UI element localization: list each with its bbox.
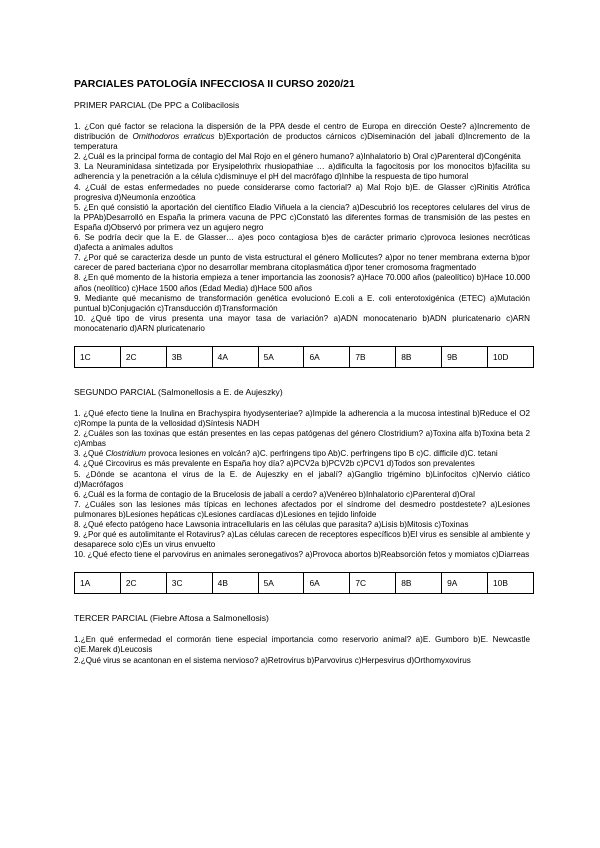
answer-cell: 2C [120,573,166,594]
answer-cell: 3C [166,573,212,594]
question-item: 1.¿En qué enfermedad el cormorán tiene especial importancia como reservorio animal? a)E. Gumboro b)E. Newcastle c)E.Marek d)Leucosis [74,635,530,655]
question-item: 1. ¿Qué efecto tiene la Inulina en Brachyspira hyodysenteriae? a)Impide la adherencia a la mucosa intestinal b)Reduce el O2 c)Rompe la punta de la vellosidad d)Síntesis NADH [74,408,530,429]
answer-cell: 5A [258,346,304,367]
answer-cell: 8B [396,573,442,594]
question-item: 9. Mediante qué mecanismo de transformación genética evolucionó E.coli a E. coli enterotoxigénica (ETEC) a)Mutación puntual b)Conjugación c)Transducción d)Transformación [74,293,530,313]
question-item: 9. ¿Por qué es autolimitante el Rotavirus? a)Las células carecen de receptores específicos b)El virus es sensible al ambiente y desaparece solo c)Es un virus envuelto [74,530,530,550]
question-item: 8. ¿Qué efecto patógeno hace Lawsonia intracellularis en las células que parasita? a)Lisis b)Mitosis c)Toxinas [74,520,469,529]
answer-cell: 7C [350,573,396,594]
question-item: 2. ¿Cuál es la principal forma de contagio del Mal Rojo en el género humano? a)Inhalatorio b) Oral c)Parenteral d)Congénita [74,152,521,162]
answer-cell: 8B [396,346,442,367]
answer-cell: 6A [304,573,350,594]
answer-cell: 3B [166,346,212,367]
answer-cell: 10D [488,346,534,367]
section-heading-primer-parcial: PRIMER PARCIAL (De PPC a Colibacilosis [74,100,240,110]
answer-table-primer-parcial [74,346,534,368]
answer-cell: 7B [350,346,396,367]
question-item: 8. ¿En qué momento de la historia empieza a tener importancia las zoonosis? a)Hace 70.000 años (paleolítico) b)Hace 10.000 años (neolítico) c)Hace 1500 años (Edad Media) d)Hace 500 años [74,273,530,293]
answer-cell: 2C [120,346,166,367]
question-item: 4. ¿Cuál de estas enfermedades no puede considerarse como factorial? a) Mal Rojo b)E. de Glasser c)Rinitis Atrófica progresiva d)Neumonía enzoótica [74,182,530,202]
answer-cell: 5A [258,573,304,594]
question-item: 7. ¿Cuáles son las lesiones más típicas en lechones afectados por el síndrome del desmedro postdestete? a)Lesiones pulmonares b)Lesiones hepáticas c)Lesiones cardíacas d)Lesiones en tejido linfoide [74,499,530,519]
answer-row [75,573,534,594]
question-item: 1. ¿Con qué factor se relaciona la dispersión de la PPA desde el centro de Europa en dirección Oeste? a)Incremento de distribución de Ornithodoros erraticus b)Exportación de productos cárnicos c)Diseminación del jabalí d)Incremento de la temperatura [74,122,531,152]
question-item: 7. ¿Por qué se caracteriza desde un punto de vista estructural el género Mollicutes? a)por no tener membrana externa b)por carecer de pared bacteriana c)por no desarrollar membrana citoplasmática d)por tener cromosoma fragmentado [74,253,530,273]
document-page [74,78,530,666]
answer-cell: 1A [75,573,121,594]
question-item: 2.¿Qué virus se acantonan en el sistema nervioso? a)Retrovirus b)Parvovirus c)Herpesvirus d)Orthomyxovirus [74,655,471,665]
section-heading-segundo-parcial: SEGUNDO PARCIAL (Salmonellosis a E. de Aujeszky) [74,386,283,397]
document-title: PARCIALES PATOLOGÍA INFECCIOSA II CURSO 2020/21 [74,78,355,90]
question-item: 5. ¿Dónde se acantona el virus de la E. de Aujeszky en el jabalí? a)Ganglio trigémino b)Linfocitos c)Nervio ciático d)Macrófagos [74,469,530,489]
question-item: 3. La Neuraminidasa sintetizada por Erysipelothrix rhusiopathiae … a)dificulta la fagocitosis por los monocitos b)facilita su adherencia y la penetración a la célula c)disminuye el pH del macrófago d)Inhibe la respuesta de tipo humoral [74,162,530,182]
question-list-tercer-parcial [74,635,530,665]
answer-cell: 1C [75,346,121,367]
answer-cell: 4A [212,346,258,367]
answer-cell: 4B [212,573,258,594]
answer-cell: 6A [304,346,350,367]
question-list-primer-parcial [74,122,530,334]
question-item: 6. Se podría decir que la E. de Glasser… a)es poco contagiosa b)es de carácter primario c)provoca lesiones necróticas d)afecta a animales adultos [74,233,530,253]
section-heading-tercer-parcial: TERCER PARCIAL (Fiebre Aftosa a Salmonellosis) [74,613,269,624]
answer-cell: 10B [488,573,534,594]
question-item: 5. ¿En qué consistió la aportación del científico Eladio Viñuela a la ciencia? a)Descubrió los receptores celulares del virus de la PPAb)Desarrolló en España la primera vacuna de PPC c)Constató las diferentes formas de transmisión de las pestes en España d)Observó por primera vez un agujero negro [74,202,530,232]
answer-row [75,346,534,367]
question-item: 10. ¿Qué efecto tiene el parvovirus en animales seronegativos? a)Provoca abortos b)Reabsorción fetos y momiatos c)Diarreas [74,550,530,560]
question-item: 2. ¿Cuáles son las toxinas que están presentes en las cepas patógenas del género Clostridium? a)Toxina alfa b)Toxina beta 2 c)Ambas [74,429,530,449]
question-item: 4. ¿Qué Circovirus es más prevalente en España hoy día? a)PCV2a b)PCV2b c)PCV1 d)Todos son prevalentes [74,459,475,469]
answer-cell: 9B [442,346,488,367]
answer-cell: 9A [442,573,488,594]
question-list-segundo-parcial [74,409,530,560]
question-item: 10. ¿Qué tipo de virus presenta una mayor tasa de variación? a)ADN monocatenario b)ADN pluricatenario c)ARN monocatenario d)ARN pluricatenario [74,313,530,333]
question-item: 6. ¿Cuál es la forma de contagio de la Brucelosis de jabalí a cerdo? a)Venéreo b)Inhalatorio c)Parenteral d)Oral [74,489,475,499]
answer-table-segundo-parcial [74,572,534,594]
question-item: 3. ¿Qué Clostridium provoca lesiones en volcán? a)C. perfringens tipo Ab)C. perfringens tipo B c)C. difficile d)C. tetani [74,449,498,459]
